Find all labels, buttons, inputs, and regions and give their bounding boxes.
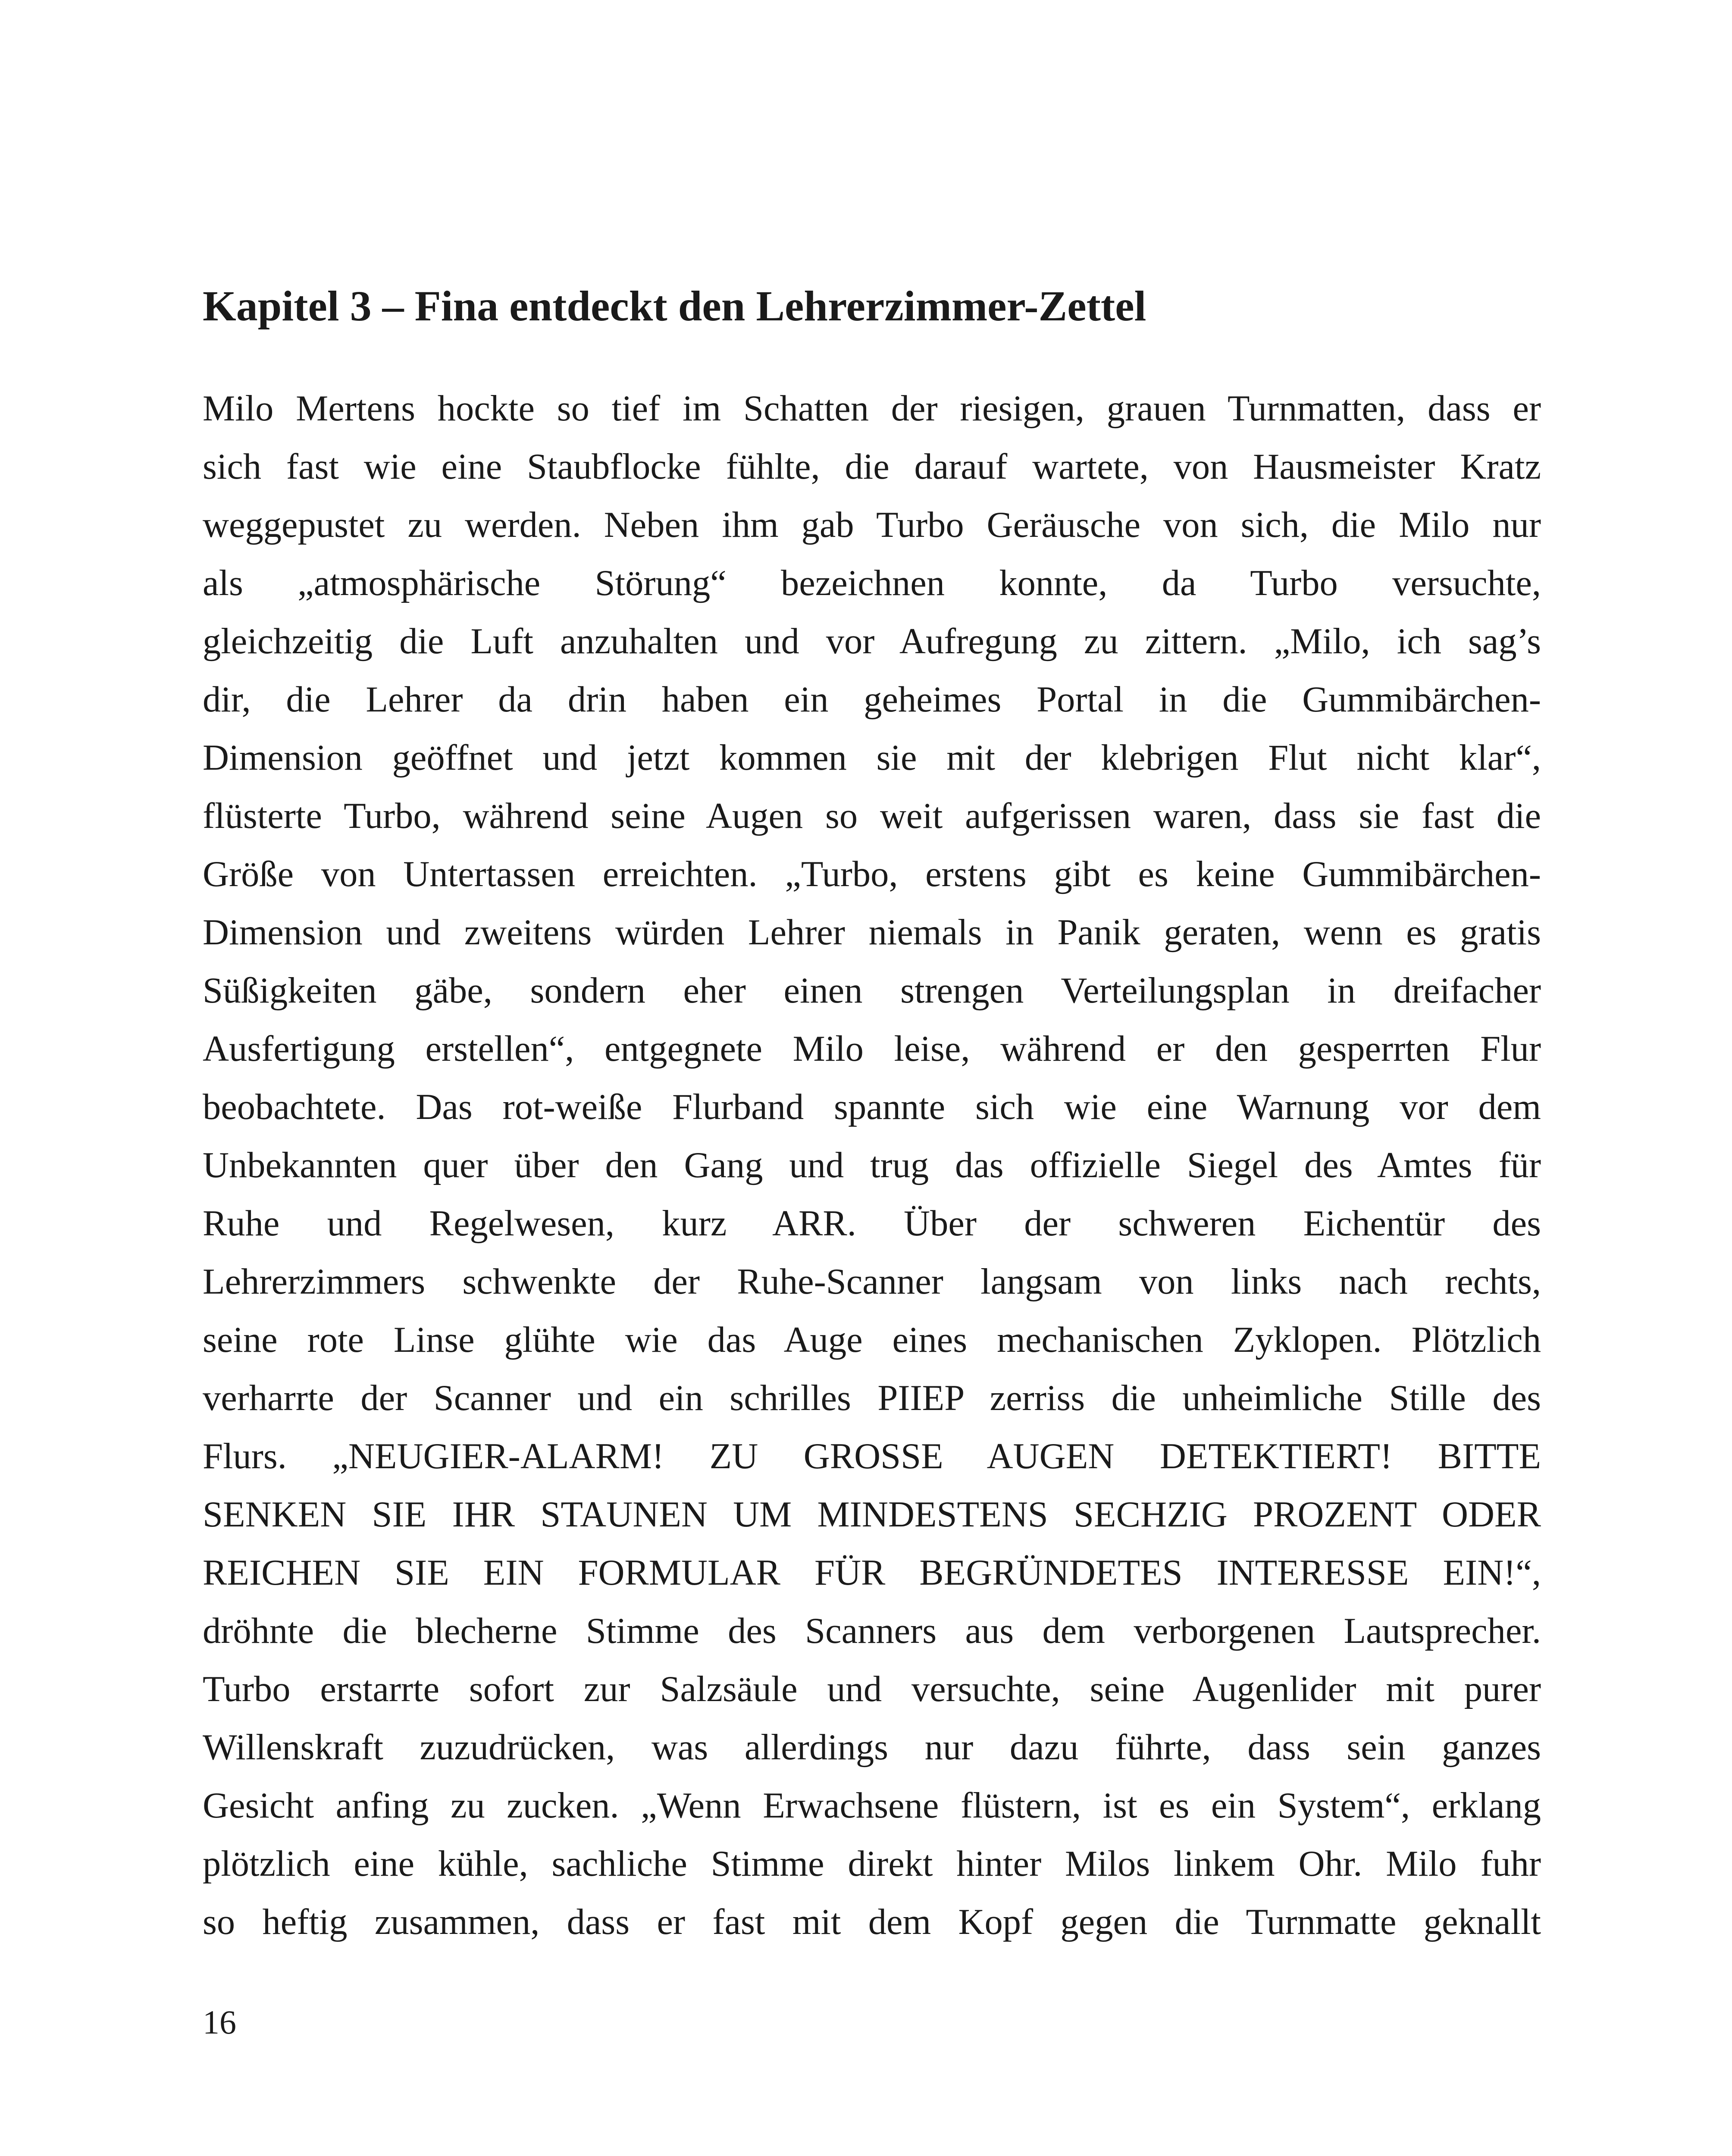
body-line: seine rote Linse glühte wie das Auge eines mechanischen Zyklopen. Plötzlich: [203, 1320, 1541, 1360]
body-line: sich fast wie eine Staubflocke fühlte, die darauf wartete, von Hausmeister Kratz: [203, 447, 1541, 487]
body-line: so heftig zusammen, dass er fast mit dem Kopf gegen die Turnmatte geknallt: [203, 1902, 1541, 1942]
body-line: Ausfertigung erstellen“, entgegnete Milo leise, während er den gesperrten Flur: [203, 1029, 1541, 1069]
body-line: plötzlich eine kühle, sachliche Stimme direkt hinter Milos linkem Ohr. Milo fuhr: [203, 1844, 1541, 1884]
body-line: dir, die Lehrer da drin haben ein geheimes Portal in die Gummibärchen-: [203, 680, 1541, 720]
body-line: weggepustet zu werden. Neben ihm gab Turbo Geräusche von sich, die Milo nur: [203, 505, 1541, 545]
body-line: SENKEN SIE IHR STAUNEN UM MINDESTENS SECHZIG PROZENT ODER: [203, 1495, 1541, 1535]
body-line: Größe von Untertassen erreichten. „Turbo, erstens gibt es keine Gummibärchen-: [203, 854, 1541, 894]
body-line: Gesicht anfing zu zucken. „Wenn Erwachsene flüstern, ist es ein System“, erklang: [203, 1786, 1541, 1826]
body-line: Unbekannten quer über den Gang und trug das offizielle Siegel des Amtes für: [203, 1145, 1541, 1185]
body-line: Süßigkeiten gäbe, sondern eher einen strengen Verteilungsplan in dreifacher: [203, 971, 1541, 1011]
body-line: flüsterte Turbo, während seine Augen so weit aufgerissen waren, dass sie fast die: [203, 796, 1541, 836]
body-line: Turbo erstarrte sofort zur Salzsäule und versuchte, seine Augenlider mit purer: [203, 1669, 1541, 1709]
body-line: Willenskraft zuzudrücken, was allerdings nur dazu führte, dass sein ganzes: [203, 1727, 1541, 1767]
chapter-body-text: [203, 379, 1541, 1951]
body-line: Milo Mertens hockte so tief im Schatten der riesigen, grauen Turnmatten, dass er: [203, 389, 1541, 429]
chapter-title: Kapitel 3 – Fina entdeckt den Lehrerzimmer-Zettel: [203, 282, 1146, 330]
body-line: dröhnte die blecherne Stimme des Scanners aus dem verborgenen Lautsprecher.: [203, 1611, 1541, 1651]
body-line: verharrte der Scanner und ein schrilles PIIEP zerriss die unheimliche Stille des: [203, 1378, 1541, 1418]
body-line: Flurs. „NEUGIER-ALARM! ZU GROSSE AUGEN DETEKTIERT! BITTE: [203, 1436, 1541, 1476]
body-line: Lehrerzimmers schwenkte der Ruhe-Scanner langsam von links nach rechts,: [203, 1262, 1541, 1302]
body-line: gleichzeitig die Luft anzuhalten und vor Aufregung zu zittern. „Milo, ich sag’s: [203, 621, 1541, 661]
body-line: REICHEN SIE EIN FORMULAR FÜR BEGRÜNDETES INTERESSE EIN!“,: [203, 1553, 1541, 1593]
body-line: Ruhe und Regelwesen, kurz ARR. Über der schweren Eichentür des: [203, 1203, 1541, 1244]
body-line: beobachtete. Das rot-weiße Flurband spannte sich wie eine Warnung vor dem: [203, 1087, 1541, 1127]
body-line: als „atmosphärische Störung“ bezeichnen konnte, da Turbo versuchte,: [203, 563, 1541, 603]
page-number: 16: [203, 2003, 236, 2041]
body-line: Dimension und zweitens würden Lehrer niemals in Panik geraten, wenn es gratis: [203, 912, 1541, 953]
body-line: Dimension geöffnet und jetzt kommen sie mit der klebrigen Flut nicht klar“,: [203, 738, 1541, 778]
